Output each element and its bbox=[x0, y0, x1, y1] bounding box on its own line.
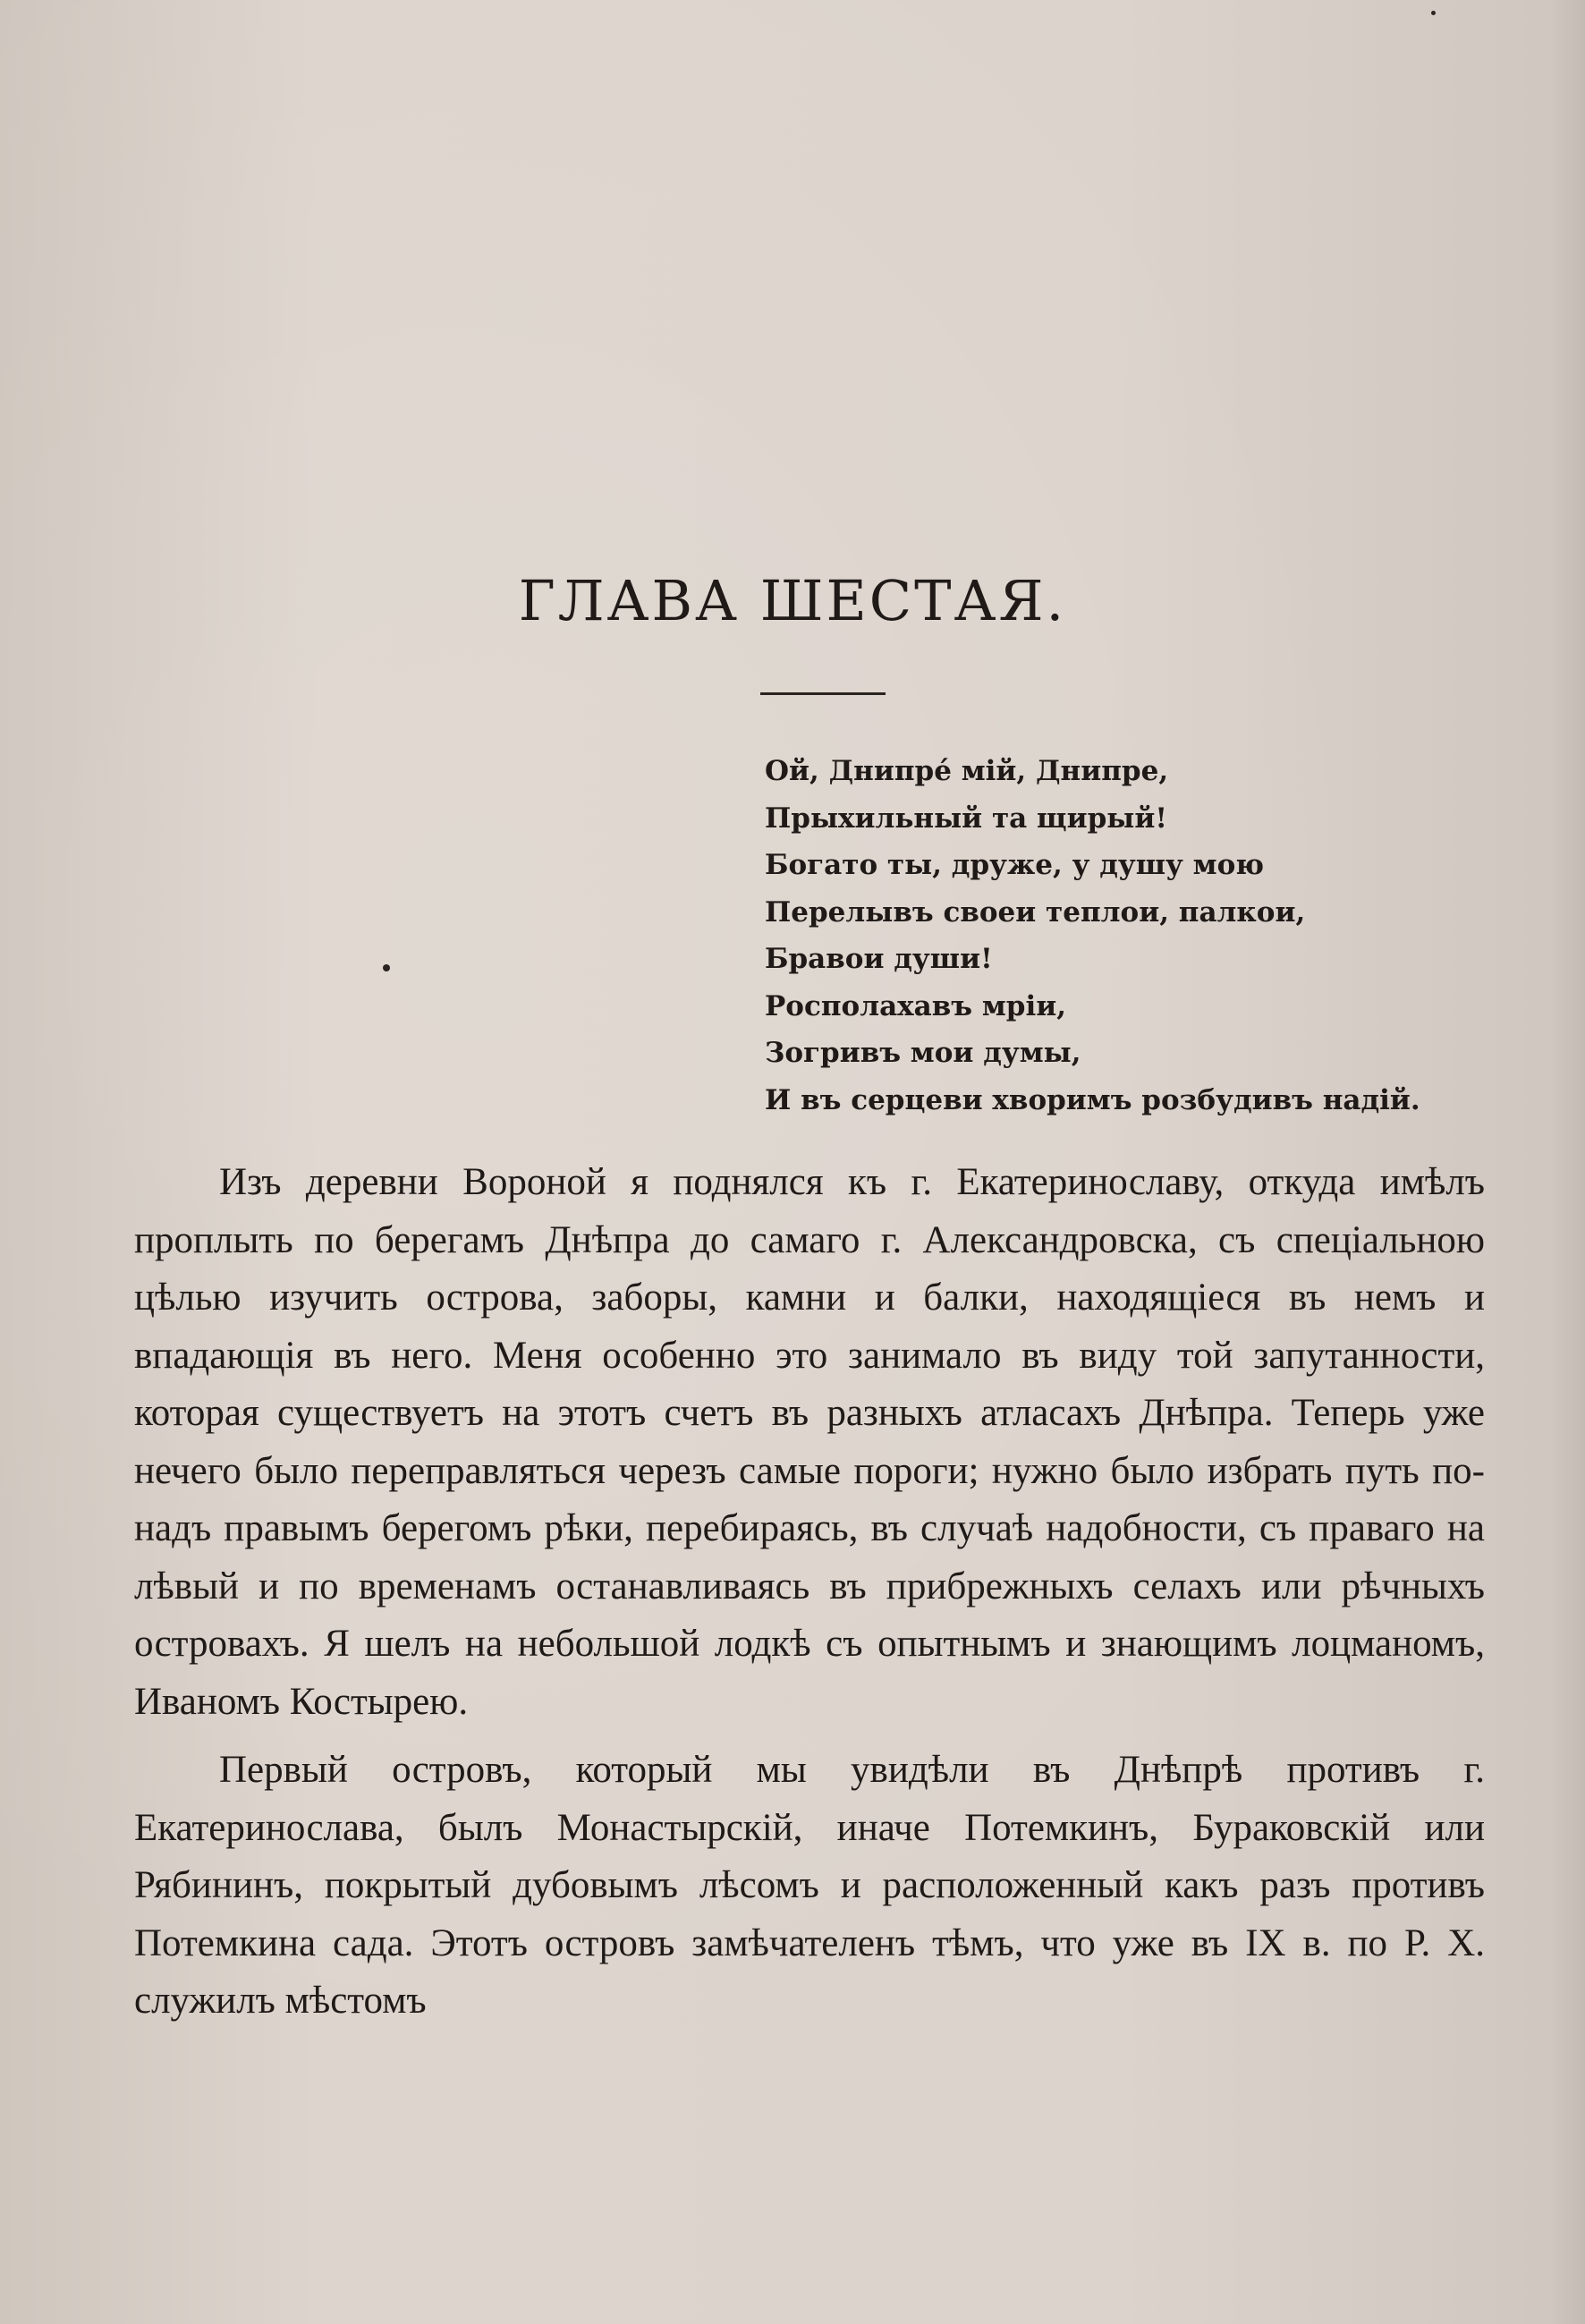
epigraph-line: Бравои души! bbox=[765, 943, 993, 975]
page-edge-shadow bbox=[1549, 0, 1585, 2324]
epigraph-line: Перелывъ своеи теплои, палкои, bbox=[765, 895, 1306, 929]
epigraph-line: Росполахавъ мріи, bbox=[765, 989, 1067, 1022]
epigraph-line: Прыхильный та щирый! bbox=[765, 802, 1167, 835]
print-speck bbox=[1431, 11, 1436, 15]
chapter-title: ГЛАВА ШЕСТАЯ. bbox=[518, 568, 1067, 633]
epigraph-line: И въ серцеви хворимъ розбудивъ надій. bbox=[765, 1083, 1420, 1116]
paragraph: Первый островъ, который мы увидѣли въ Днѣпрѣ противъ г. Екатеринослава, былъ Монастырскій, иначе Потемкинъ, Бураковскій или Рябининъ, покрытый дубовымъ лѣсомъ и расположенный какъ разъ противъ Потемкина сада. Этотъ островъ замѣчателенъ тѣмъ, что уже въ IX в. по Р. Х. служилъ мѣстомъ bbox=[134, 1749, 1485, 2022]
print-speck bbox=[383, 964, 390, 971]
title-rule bbox=[760, 692, 886, 695]
epigraph-line: Богато ты, друже, у душу мою bbox=[765, 849, 1265, 881]
body-text bbox=[134, 1154, 1485, 2031]
epigraph bbox=[765, 748, 1445, 1124]
paragraph: Изъ деревни Вороной я поднялся къ г. Екатеринославу, откуда имѣлъ проплыть по берегамъ Днѣпра до самаго г. Александровска, съ спеціальною цѣлью изучить острова, заборы, камни и балки, находящіеся въ немъ и впадающія въ него. Меня особенно это занимало въ виду той запутанности, которая существуетъ на этотъ счетъ въ разныхъ атласахъ Днѣпра. Теперь уже нечего было переправляться черезъ самые пороги; нужно было избрать путь по-надъ правымъ берегомъ рѣки, перебираясь, въ случаѣ надобности, съ праваго на лѣвый и по временамъ останавливаясь въ прибрежныхъ селахъ или рѣчныхъ островахъ. Я шелъ на небольшой лодкѣ съ опытнымъ и знающимъ лоцманомъ, Иваномъ Костырею. bbox=[134, 1161, 1485, 1723]
epigraph-line: Зогривъ мои думы, bbox=[765, 1037, 1081, 1069]
epigraph-line: Ой, Днипрé мій, Днипре, bbox=[765, 755, 1169, 787]
